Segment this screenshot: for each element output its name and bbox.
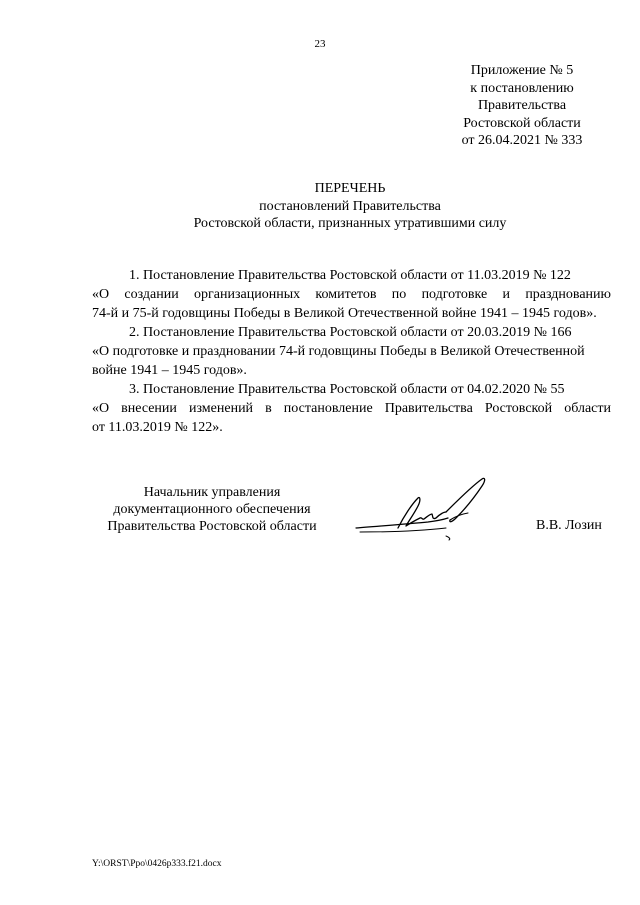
revoked-list bbox=[92, 266, 611, 437]
appendix-line: Приложение № 5 bbox=[470, 63, 574, 78]
list-item-line: 1. Постановление Правительства Ростовской области от 11.03.2019 № 122 bbox=[129, 268, 571, 283]
list-item-line: войне 1941 – 1945 годов». bbox=[92, 363, 247, 378]
list-item-line: 2. Постановление Правительства Ростовской области от 20.03.2019 № 166 bbox=[129, 325, 572, 340]
appendix-line: Ростовской области bbox=[463, 115, 581, 131]
list-item-line: от 11.03.2019 № 122». bbox=[92, 420, 223, 435]
page-number: 23 bbox=[314, 38, 326, 50]
signer-name: В.В. Лозин bbox=[536, 518, 602, 533]
title-subtitle: постановлений Правительства bbox=[259, 198, 441, 214]
list-item bbox=[92, 380, 611, 437]
list-item-line: «О создании организационных комитетов по подготовке и празднованию bbox=[92, 287, 611, 302]
position-line: Правительства Ростовской области bbox=[107, 519, 317, 534]
list-item-line: «О подготовке и праздновании 74-й годовщины Победы в Великой Отечественной bbox=[92, 344, 585, 359]
list-item-line: 3. Постановление Правительства Ростовской области от 04.02.2020 № 55 bbox=[129, 382, 565, 397]
position-line: документационного обеспечения bbox=[113, 502, 311, 517]
appendix-line: Правительства bbox=[477, 98, 567, 113]
signatory-position bbox=[92, 484, 332, 535]
list-item-line: 74-й и 75-й годовщины Победы в Великой Отечественной войне 1941 – 1945 годов». bbox=[92, 306, 597, 321]
appendix-line: от 26.04.2021 № 333 bbox=[461, 133, 583, 148]
appendix-block bbox=[441, 62, 603, 150]
handwritten-signature bbox=[350, 476, 500, 544]
title-heading: ПЕРЕЧЕНЬ bbox=[314, 181, 386, 196]
list-item bbox=[92, 266, 611, 323]
file-path: Y:\ORST\Ppo\0426p333.f21.docx bbox=[92, 859, 222, 869]
list-item bbox=[92, 323, 611, 380]
title-subtitle: Ростовской области, признанных утратившими силу bbox=[193, 216, 507, 231]
list-item-line: «О внесении изменений в постановление Правительства Ростовской области bbox=[92, 401, 611, 416]
position-line: Начальник управления bbox=[143, 485, 281, 500]
document-title bbox=[0, 180, 640, 233]
appendix-line: к постановлению bbox=[470, 80, 574, 96]
